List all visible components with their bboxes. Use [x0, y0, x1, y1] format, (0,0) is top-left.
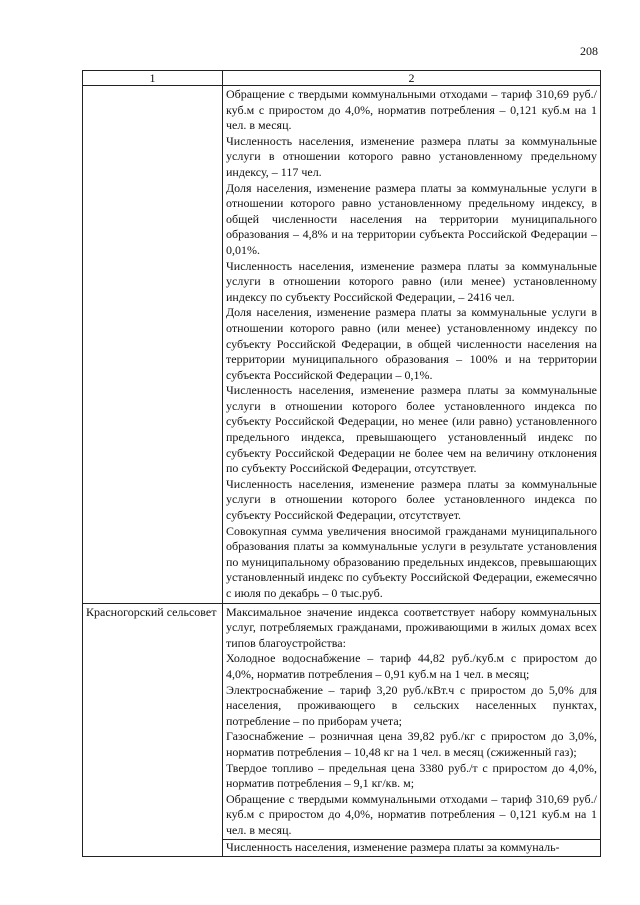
paragraph: Твердое топливо – предельная цена 3380 руб./т с приростом до 4,0%, норматив потребления – 9,1 кг/кв. м;: [226, 760, 597, 791]
description-cell: [223, 603, 601, 857]
table-row: [83, 603, 601, 857]
paragraph: Доля населения, изменение размера платы за коммунальные услуги в отношении которого равно установленному предельному индексу, в общей численности населения на территории муниципального образования – 4,8% и на территории субъекта Российской Федерации – 0,01%.: [226, 180, 597, 257]
paragraph: Холодное водоснабжение – тариф 44,82 руб./куб.м с приростом до 4,0%, норматив потребления – 0,91 куб.м на 1 чел. в месяц;: [226, 651, 597, 681]
table-row: [83, 86, 601, 604]
paragraph: Обращение с твердыми коммунальными отходами – тариф 310,69 руб./куб.м с приростом до 4,0%, норматив потребления – 0,121 куб.м на 1 чел. в месяц.: [226, 87, 597, 133]
page-number: 208: [580, 44, 598, 58]
paragraph: Максимальное значение индекса соответствует набору коммунальных услуг, потребляемых гражданами, проживающими в жилых домах всех типов благоустройства:: [226, 604, 597, 650]
paragraph: Численность населения, изменение размера платы за коммунальные услуги в отношении которого равно (или менее) установленному индексу по субъекту Российской Федерации, – 2416 чел.: [226, 258, 597, 304]
table-header-row: [83, 71, 601, 86]
paragraph: Газоснабжение – розничная цена 39,82 руб./кг с приростом до 3,0%, норматив потребления – 10,48 кг на 1 чел. в месяц (сжиженный газ);: [226, 729, 597, 759]
description-cell: [223, 86, 601, 604]
paragraph: Совокупная сумма увеличения вносимой гражданами муниципального образования платы за коммунальные услуги в результате установления по муниципальному образованию предельных индексов, превышающих установленный индекс по субъекту Российской Федерации, ежемесячно с июля по декабрь – 0 тыс.руб.: [226, 523, 597, 600]
paragraph: Обращение с твердыми коммунальными отходами – тариф 310,69 руб./куб.м с приростом до 4,0%, норматив потребления – 0,121 куб.м на 1 чел. в месяц.: [226, 791, 597, 837]
paragraph: Доля населения, изменение размера платы за коммунальные услуги в отношении которого равно (или менее) установленному индексу по субъекту Российской Федерации, в общей численности населения на территории муниципального образования – 100% и на территории субъекта Российской Федерации – 0,1%.: [226, 305, 597, 382]
paragraph: Численность населения, изменение размера платы за коммунальные услуги в отношении которого более установленного индекса по субъекту Российской Федерации, но менее (или равно) установленного предельного индекса, превышающего установленный индекс по субъекту Российской Федерации не более чем на величину отклонения по субъекту Российской Федерации, отсутствует.: [226, 383, 597, 476]
region-cell: Красногорский сельсовет: [83, 603, 223, 857]
column-header-2: 2: [223, 71, 601, 86]
data-table: [82, 70, 601, 857]
paragraph: Численность населения, изменение размера платы за коммунальные услуги в отношении которого более установленного индекса по субъекту Российской Федерации, отсутствует.: [226, 476, 597, 523]
paragraph: Электроснабжение – тариф 3,20 руб./кВт.ч с приростом до 5,0% для населения, проживающего в сельских населенных пунктах, потребление – по приборам учета;: [226, 682, 597, 728]
paragraph: Численность населения, изменение размера платы за коммунальные услуги в отношении которого равно установленному предельному индексу, – 117 чел.: [226, 133, 597, 179]
region-cell: [83, 86, 223, 604]
paragraph: Численность населения, изменение размера платы за коммуналь-: [223, 839, 600, 856]
column-header-1: 1: [83, 71, 223, 86]
